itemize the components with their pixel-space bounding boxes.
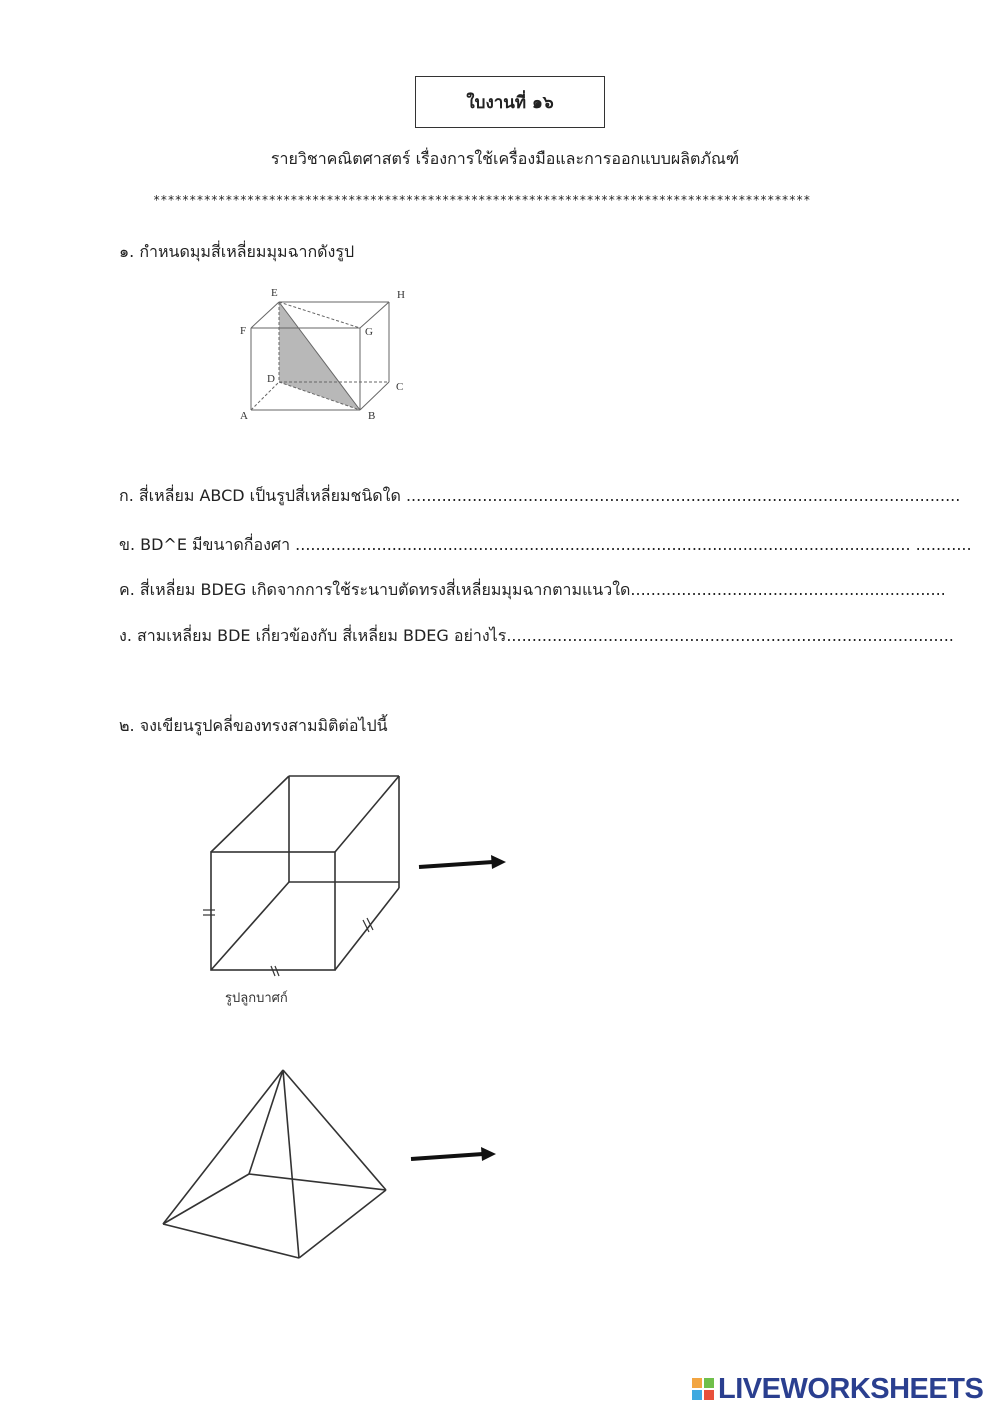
liveworksheets-logo[interactable]	[692, 1373, 983, 1405]
question-a: ก. สี่เหลี่ยม ABCD เป็นรูปสี่เหลี่ยมชนิดใด .............................................................................................................	[119, 486, 961, 505]
pyramid-diagram	[155, 1062, 515, 1267]
worksheet-title: ใบงานที่ ๑๖	[415, 76, 605, 128]
arrow-line	[419, 862, 493, 867]
label-d: D	[267, 373, 275, 385]
label-b: B	[368, 410, 376, 422]
label-c: C	[396, 381, 404, 393]
logo-tile	[692, 1378, 702, 1388]
box-diagram	[230, 282, 430, 427]
label-a: A	[240, 410, 248, 422]
question-c: ค. สี่เหลี่ยม BDEG เกิดจากการใช้ระนาบตัดทรงสี่เหลี่ยมมุมฉากตามแนวใด..............................................................	[119, 580, 946, 599]
logo-icon	[692, 1378, 714, 1400]
separator-line: *******************************************************************************************	[153, 193, 811, 207]
arrow-line	[411, 1154, 483, 1159]
cube-diagram	[195, 770, 525, 1015]
arrow-head-icon	[481, 1147, 496, 1161]
subject-subtitle: รายวิชาคณิตศาสตร์ เรื่องการใช้เครื่องมือและการออกแบบผลิตภัณฑ์	[270, 149, 740, 168]
section1-heading: ๑. กำหนดมุมสี่เหลี่ยมมุมฉากดังรูป	[119, 242, 355, 261]
logo-tile	[704, 1378, 714, 1388]
logo-tile	[704, 1390, 714, 1400]
label-h: H	[397, 289, 405, 301]
arrow-head-icon	[491, 855, 506, 869]
question-b: ข. BD^E มีขนาดกี่องศา ......................................................................................................................... ...........	[119, 535, 972, 554]
label-e: E	[271, 287, 278, 299]
brand-name: LIVEWORKSHEETS	[718, 1372, 984, 1405]
label-g: G	[365, 326, 373, 338]
logo-tile	[692, 1390, 702, 1400]
section2-heading: ๒. จงเขียนรูปคลี่ของทรงสามมิติต่อไปนี้	[119, 716, 388, 735]
cube-caption: รูปลูกบาศก์	[225, 991, 288, 1006]
label-f: F	[240, 325, 247, 337]
question-d: ง. สามเหลี่ยม BDE เกี่ยวข้องกับ สี่เหลี่ยม BDEG อย่างไร........................................................................................	[119, 626, 954, 645]
